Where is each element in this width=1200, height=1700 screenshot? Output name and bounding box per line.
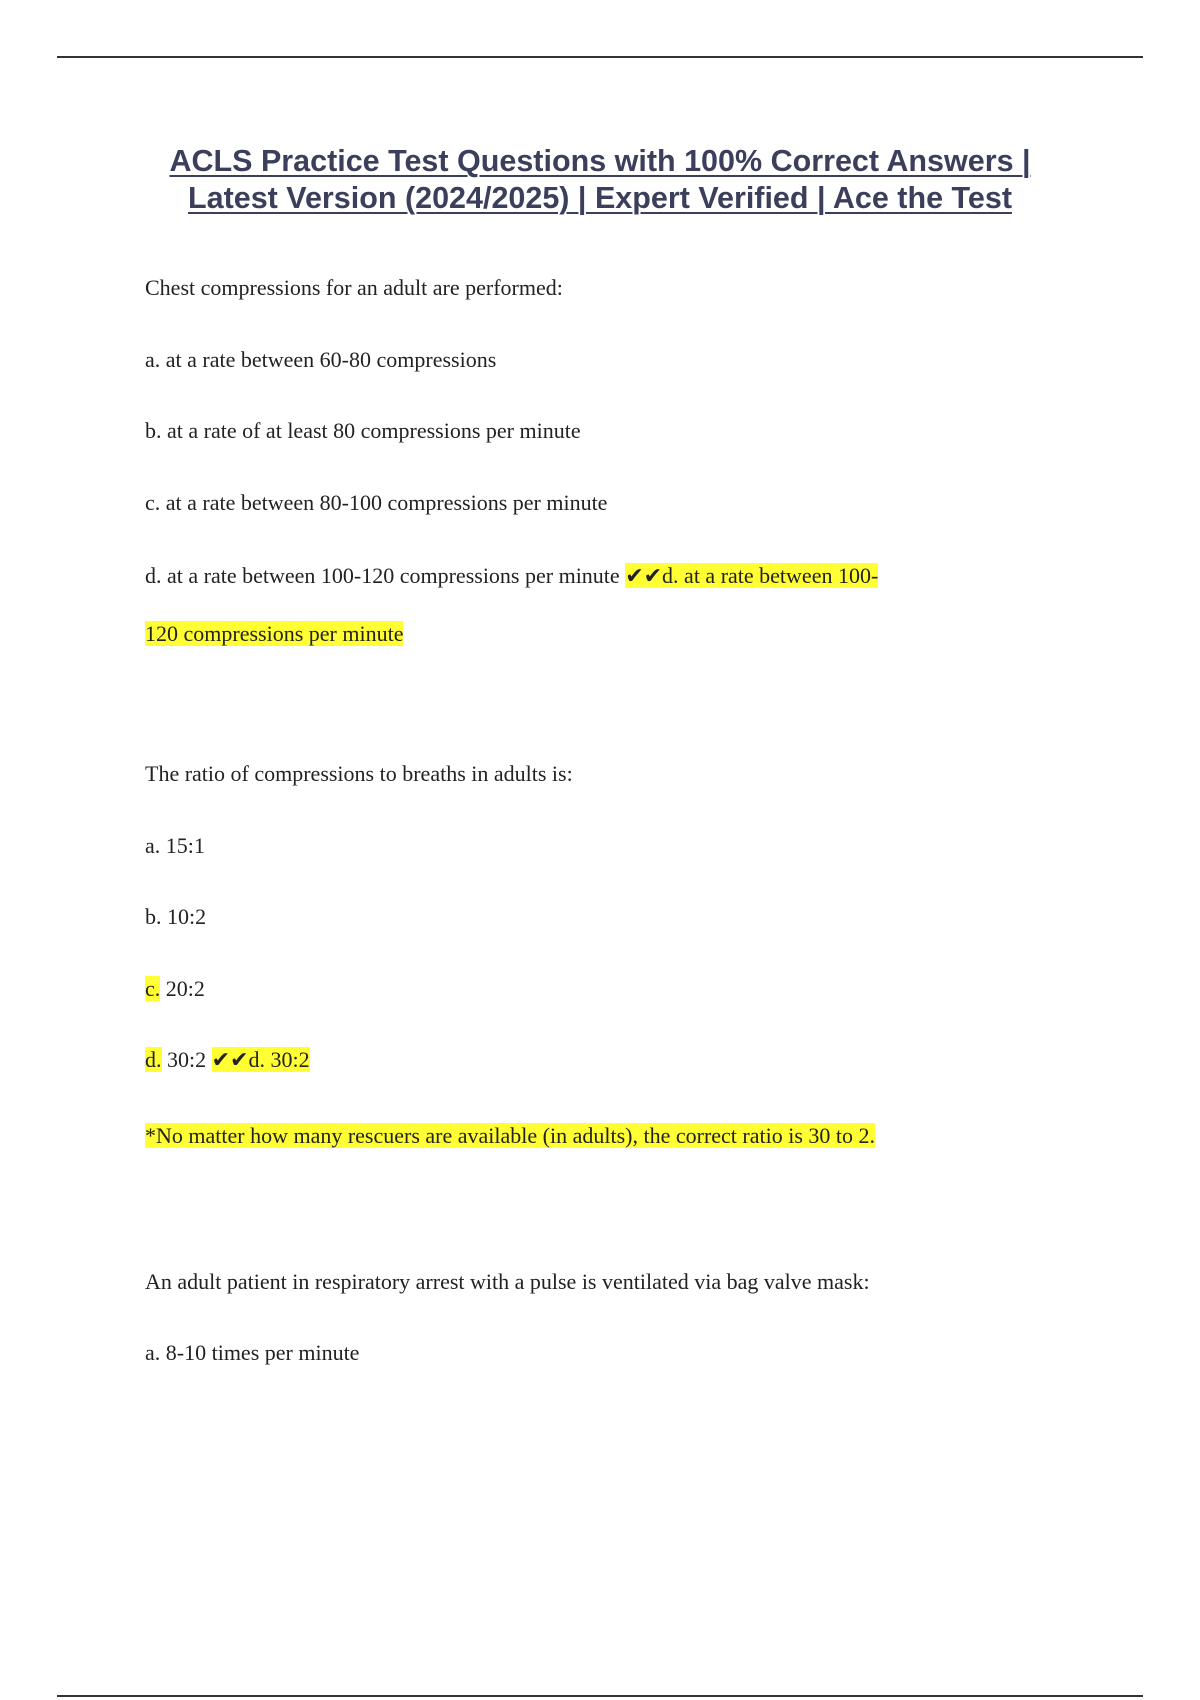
- question-2-option-b: b. 10:2: [145, 904, 207, 929]
- question-2-option-d: [145, 1045, 310, 1075]
- question-3-option-a: a. 8-10 times per minute: [145, 1340, 360, 1365]
- question-1-answer-line-2-row: [145, 619, 403, 649]
- title-line-1: ACLS Practice Test Questions with 100% Correct Answers |: [169, 144, 1031, 178]
- question-1-option-a: a. at a rate between 60-80 compressions: [145, 347, 497, 372]
- question-1-option-c: c. at a rate between 80-100 compressions per minute: [145, 490, 608, 515]
- question-1-option-d-text: d. at a rate between 100-120 compressions per minute: [145, 563, 620, 588]
- question-1-option-d: [145, 561, 878, 591]
- question-3-prompt: An adult patient in respiratory arrest with a pulse is ventilated via bag valve mask:: [145, 1269, 870, 1294]
- document-title: [100, 143, 1100, 217]
- footer-rule: [57, 1695, 1143, 1697]
- question-2-option-c-text: 20:2: [160, 976, 205, 1001]
- question-2-option-d-letter: d.: [145, 1047, 162, 1072]
- question-2-option-d-text: 30:2: [161, 1047, 212, 1072]
- question-2-option-a: a. 15:1: [145, 833, 205, 858]
- question-1-prompt: Chest compressions for an adult are performed:: [145, 275, 563, 300]
- question-2-note-row: [145, 1121, 875, 1151]
- question-1-answer-line-1: ✔✔d. at a rate between 100-: [625, 563, 879, 588]
- question-2-option-c-letter: c.: [145, 976, 161, 1001]
- header-rule: [57, 56, 1143, 58]
- question-1-answer-line-2: 120 compressions per minute: [145, 621, 404, 646]
- title-line-2: Latest Version (2024/2025) | Expert Verified | Ace the Test: [188, 181, 1012, 215]
- question-2-option-c: [145, 974, 205, 1004]
- question-2-prompt: The ratio of compressions to breaths in adults is:: [145, 761, 573, 786]
- question-1-option-b: b. at a rate of at least 80 compressions per minute: [145, 418, 581, 443]
- question-2-answer: ✔✔d. 30:2: [211, 1047, 310, 1072]
- question-2-note: *No matter how many rescuers are available (in adults), the correct ratio is 30 to 2.: [145, 1123, 876, 1148]
